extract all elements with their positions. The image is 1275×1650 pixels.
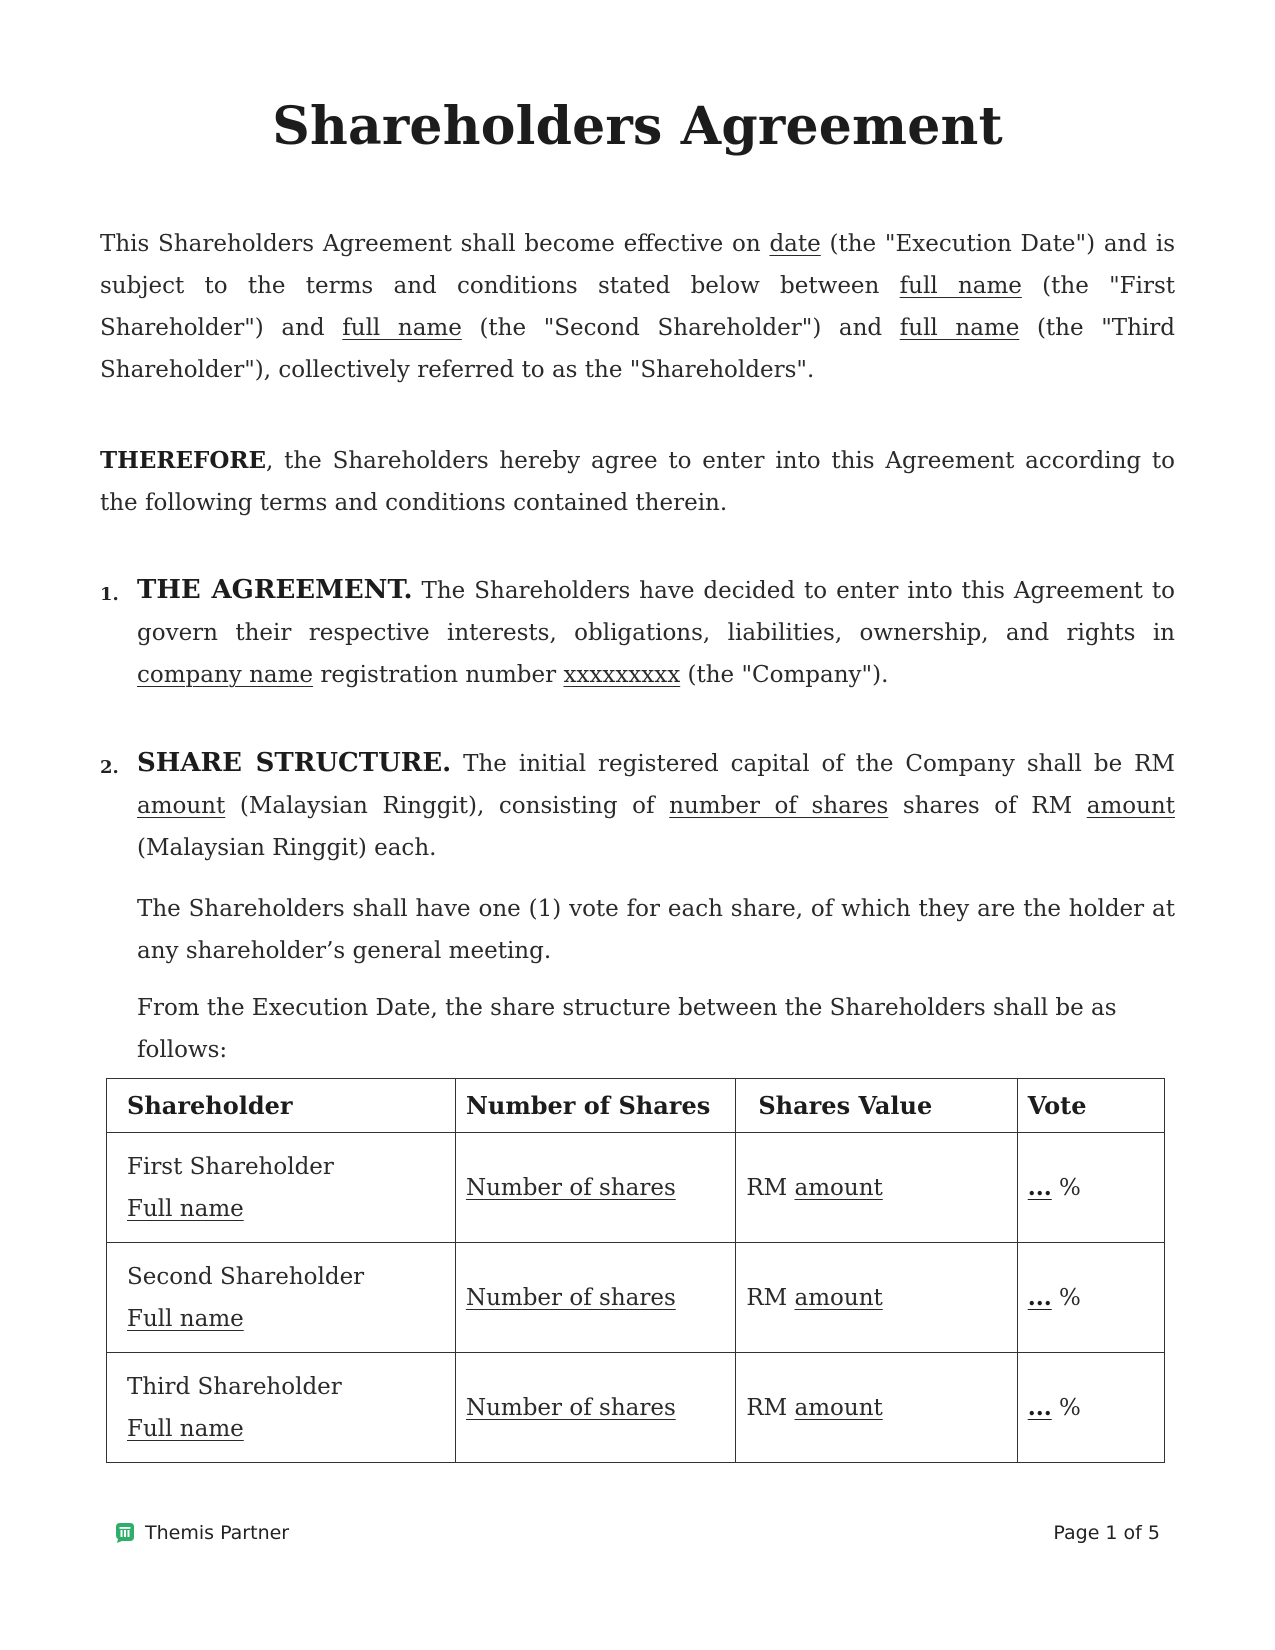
table-row <box>107 1133 1165 1243</box>
shareholder-role: Second Shareholder <box>127 1263 365 1290</box>
section-2-number: 2. <box>100 757 119 778</box>
intro-text-2: (the "Execution Date") and is subject to the terms and conditions stated below between <box>100 231 1175 299</box>
section-1-number: 1. <box>100 584 119 605</box>
value-cell <box>736 1133 1017 1243</box>
shareholder-cell <box>107 1133 456 1243</box>
shareholder-role: First Shareholder <box>127 1153 334 1180</box>
shareholder-name: Full name <box>127 1305 244 1332</box>
section-2-text-3: shares of RM <box>888 793 1087 819</box>
vote-cell <box>1017 1133 1164 1243</box>
amount-placeholder: amount <box>794 1174 883 1201</box>
section-1-text-3: (the "Company"). <box>680 662 889 688</box>
shareholder-cell <box>107 1243 456 1353</box>
footer-brand <box>113 1522 289 1544</box>
footer-brand-name: Themis Partner <box>145 1522 290 1544</box>
section-2-text-4: (Malaysian Ringgit) each. <box>137 835 437 861</box>
value-cell <box>736 1353 1017 1463</box>
percent-sign: % <box>1051 1284 1081 1311</box>
shareholder-name: Full name <box>127 1415 244 1442</box>
section-2-heading: SHARE STRUCTURE. <box>137 748 452 778</box>
section-1-paragraph <box>137 569 1175 696</box>
third-name-placeholder: full name <box>899 315 1020 341</box>
currency-label: RM <box>746 1394 795 1421</box>
company-name-placeholder: company name <box>137 662 314 688</box>
percent-sign: % <box>1051 1174 1081 1201</box>
intro-text-3: (the "First Shareholder") and <box>100 273 1176 341</box>
shares-placeholder: Number of shares <box>465 1394 676 1421</box>
header-vote: Vote <box>1017 1079 1164 1133</box>
intro-paragraph <box>100 223 1175 391</box>
therefore-text: , the Shareholders hereby agree to enter into this Agreement according to the following terms and conditions contained therein. <box>100 448 1175 516</box>
capital-amount-placeholder: amount <box>137 793 226 819</box>
table-row <box>107 1243 1165 1353</box>
section-1-text-1: The Shareholders have decided to enter into this Agreement to govern their respective interests, obligations, liabilities, ownership, and rights in <box>137 578 1175 646</box>
vote-placeholder: ... <box>1027 1393 1052 1421</box>
first-name-placeholder: full name <box>899 273 1022 299</box>
shares-cell <box>455 1243 735 1353</box>
registration-number-placeholder: xxxxxxxxx <box>563 662 681 688</box>
shares-placeholder: Number of shares <box>465 1284 676 1311</box>
vote-cell <box>1017 1243 1164 1353</box>
document-title: Shareholders Agreement <box>272 96 1003 157</box>
section-2-text-2: (Malaysian Ringgit), consisting of <box>225 793 670 819</box>
header-shareholder: Shareholder <box>107 1079 456 1133</box>
shareholder-role: Third Shareholder <box>127 1373 342 1400</box>
intro-text-5: (the "Third Shareholder"), collectively referred to as the "Shareholders". <box>100 315 1175 383</box>
share-amount-placeholder: amount <box>1086 793 1175 819</box>
shares-cell <box>455 1133 735 1243</box>
page-number: Page 1 of 5 <box>1053 1522 1160 1544</box>
shareholder-name: Full name <box>127 1195 244 1222</box>
shares-placeholder: Number of shares <box>465 1174 676 1201</box>
vote-cell <box>1017 1353 1164 1463</box>
shareholder-cell <box>107 1353 456 1463</box>
header-number-of-shares: Number of Shares <box>455 1079 735 1133</box>
themis-logo-icon <box>113 1522 137 1544</box>
table-row <box>107 1353 1165 1463</box>
shares-cell <box>455 1353 735 1463</box>
currency-label: RM <box>746 1284 795 1311</box>
intro-text-1: This Shareholders Agreement shall become effective on <box>100 231 770 257</box>
vote-placeholder: ... <box>1027 1283 1052 1311</box>
section-1-text-2: registration number <box>313 662 564 688</box>
value-cell <box>736 1243 1017 1353</box>
section-1-heading: THE AGREEMENT. <box>137 575 413 605</box>
therefore-bold: THEREFORE <box>100 447 267 474</box>
section-2-paragraph <box>137 742 1175 869</box>
section-2-voting-paragraph: The Shareholders shall have one (1) vote for each share, of which they are the holder at any shareholder’s general meeting. <box>137 896 1175 964</box>
amount-placeholder: amount <box>794 1284 883 1311</box>
percent-sign: % <box>1051 1394 1081 1421</box>
section-2-text-1: The initial registered capital of the Company shall be RM <box>451 751 1175 777</box>
amount-placeholder: amount <box>794 1394 883 1421</box>
section-2-structure-intro: From the Execution Date, the share structure between the Shareholders shall be as follows: <box>137 995 1117 1063</box>
header-shares-value: Shares Value <box>736 1079 1017 1133</box>
therefore-paragraph <box>100 440 1175 524</box>
table-header-row <box>107 1079 1165 1133</box>
second-name-placeholder: full name <box>342 315 462 341</box>
vote-placeholder: ... <box>1027 1173 1052 1201</box>
number-of-shares-placeholder: number of shares <box>669 793 889 819</box>
intro-text-4: (the "Second Shareholder") and <box>461 315 900 341</box>
share-structure-table <box>106 1078 1165 1463</box>
date-placeholder: date <box>769 231 821 257</box>
currency-label: RM <box>746 1174 795 1201</box>
